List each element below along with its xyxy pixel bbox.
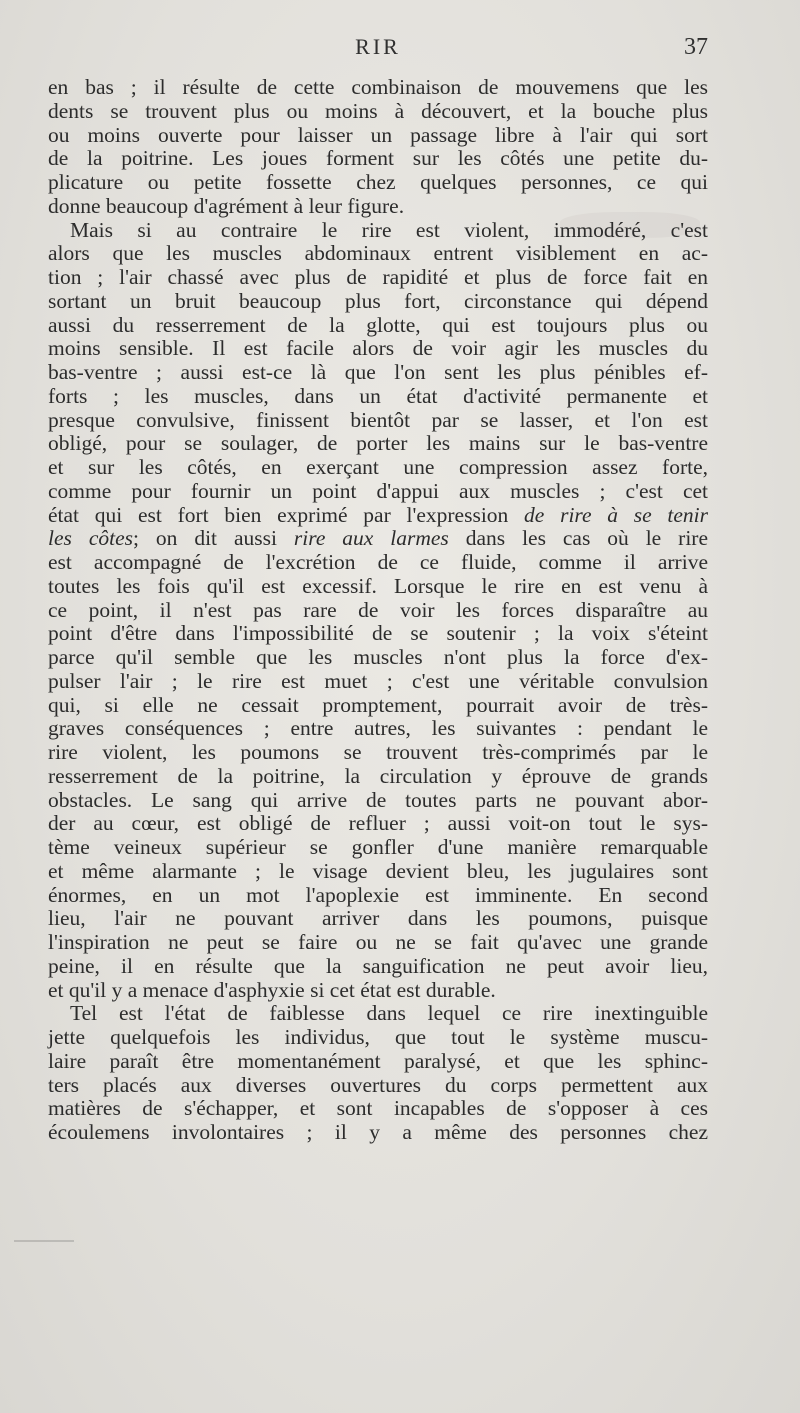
paragraph-start-line: Mais si au contraire le rire est violent, immodéré, c'est — [70, 217, 708, 242]
text-line-with-italic — [48, 504, 708, 528]
italic-expression: les côtes — [48, 526, 133, 551]
text-line: jette quelquefois les individus, que tout le système muscu- — [48, 1025, 708, 1049]
text-line: qui, si elle ne cessait promptement, pourrait avoir de très- — [48, 692, 708, 717]
text-line: parce qu'il semble que les muscles n'ont plus la force d'ex- — [48, 645, 708, 669]
text-line: plicature ou petite fossette chez quelques personnes, ce qui — [48, 170, 708, 194]
text-line: et même alarmante ; le visage devient bleu, les jugulaires sont — [48, 858, 708, 883]
text-line: lieu, l'air ne pouvant arriver dans les poumons, puisque — [48, 906, 708, 931]
text-line: presque convulsive, finissent bientôt par se lasser, et l'on est — [48, 407, 708, 432]
text-line: pulser l'air ; le rire est muet ; c'est une véritable convulsion — [48, 668, 708, 693]
text-line: bas-ventre ; aussi est-ce là que l'on sent les plus pénibles ef- — [48, 360, 708, 384]
text-line: est accompagné de l'excrétion de ce fluide, comme il arrive — [48, 550, 708, 574]
text-line: forts ; les muscles, dans un état d'activité permanente et — [48, 383, 708, 408]
text-line: dents se trouvent plus ou moins à découvert, et la bouche plus — [48, 98, 708, 123]
text-line: donne beaucoup d'agrément à leur figure. — [48, 193, 405, 218]
text-line: et sur les côtés, en exerçant une compression assez forte, — [48, 455, 708, 479]
text-line: laire paraît être momentanément paralysé, et que les sphinc- — [48, 1048, 708, 1073]
italic-expression: de rire à se tenir — [524, 502, 709, 527]
text-line: moins sensible. Il est facile alors de voir agir les muscles du — [48, 336, 708, 361]
body-text — [48, 76, 708, 1145]
text-segment: dans les cas où le rire — [465, 526, 708, 551]
text-line: ters placés aux diverses ouvertures du corps permettent aux — [48, 1072, 708, 1097]
text-line: écoulemens involontaires ; il y a même des personnes chez — [48, 1120, 708, 1144]
text-line: ce point, il n'est pas rare de voir les forces disparaître au — [48, 597, 708, 622]
text-line: graves conséquences ; entre autres, les suivantes : pendant le — [48, 716, 708, 741]
page-header — [48, 34, 708, 68]
text-line: alors que les muscles abdominaux entrent visiblement en ac- — [48, 241, 708, 266]
text-line: der au cœur, est obligé de refluer ; aussi voit-on tout le sys- — [48, 811, 708, 836]
text-line: toutes les fois qu'il est excessif. Lorsque le rire en est venu à — [48, 573, 708, 598]
text-line: et qu'il y a menace d'asphyxie si cet état est durable. — [48, 977, 496, 1002]
italic-expression: rire aux larmes — [293, 526, 449, 551]
text-segment: ; on dit aussi — [133, 526, 277, 551]
text-line: matières de s'échapper, et sont incapables de s'opposer à ces — [48, 1096, 708, 1121]
text-line: point d'être dans l'impossibilité de se soutenir ; la voix s'éteint — [48, 621, 708, 646]
text-line: de la poitrine. Les joues forment sur les côtés une petite du- — [48, 146, 708, 171]
text-line: tème veineux supérieur se gonfler d'une manière remarquable — [48, 835, 708, 859]
text-line: en bas ; il résulte de cette combinaison de mouvemens que les — [48, 75, 708, 99]
text-line: comme pour fournir un point d'appui aux muscles ; c'est cet — [48, 478, 708, 503]
text-line: aussi du resserrement de la glotte, qui est toujours plus ou — [48, 312, 708, 337]
text-line-with-italic — [48, 527, 708, 551]
text-line: obstacles. Le sang qui arrive de toutes parts ne pouvant abor- — [48, 787, 708, 812]
text-line: obligé, pour se soulager, de porter les mains sur le bas-ventre — [48, 431, 708, 456]
text-line: tion ; l'air chassé avec plus de rapidité et plus de force fait en — [48, 265, 708, 289]
text-line: rire violent, les poumons se trouvent très-comprimés par le — [48, 740, 708, 764]
paragraph-start-line: Tel est l'état de faiblesse dans lequel ce rire inextinguible — [70, 1001, 708, 1026]
text-line: ou moins ouverte pour laisser un passage libre à l'air qui sort — [48, 122, 708, 147]
text-line: énormes, en un mot l'apoplexie est imminente. En second — [48, 882, 708, 907]
running-head: RIR — [355, 34, 401, 59]
page-number: 37 — [684, 34, 708, 60]
margin-mark — [14, 1240, 74, 1242]
text-line: peine, il en résulte que la sanguification ne peut avoir lieu, — [48, 953, 708, 978]
text-line: resserrement de la poitrine, la circulation y éprouve de grands — [48, 763, 708, 788]
text-line: sortant un bruit beaucoup plus fort, circonstance qui dépend — [48, 288, 708, 313]
text-segment: état qui est fort bien exprimé par l'expression — [48, 502, 509, 527]
text-line: l'inspiration ne peut se faire ou ne se fait qu'avec une grande — [48, 930, 708, 954]
